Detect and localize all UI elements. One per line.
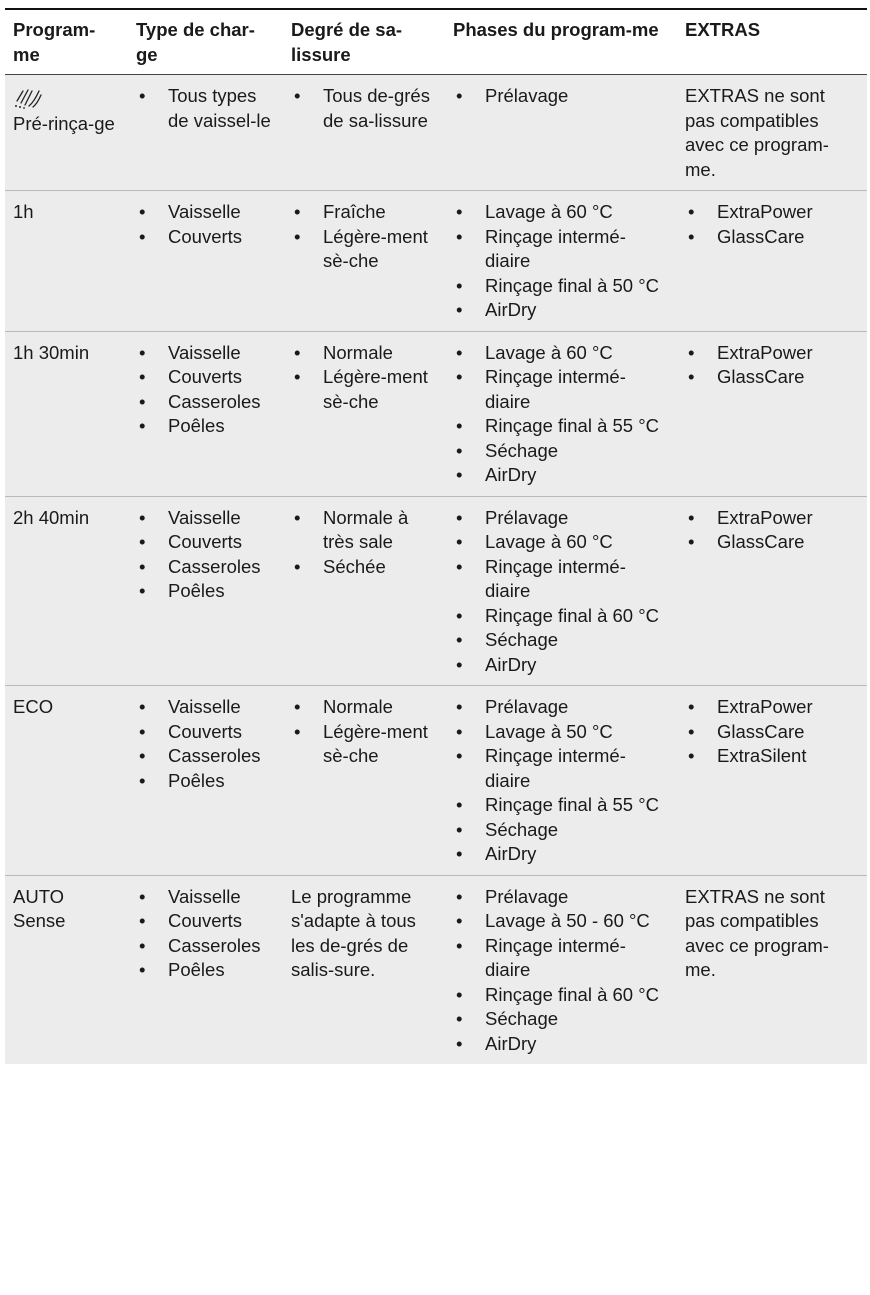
header-row bbox=[5, 9, 867, 75]
pre-rinse-icon bbox=[13, 85, 120, 112]
soil-level-cell-list bbox=[291, 506, 437, 580]
list-item: • Séchage bbox=[453, 628, 669, 653]
list-item: • ExtraPower bbox=[685, 506, 859, 531]
load-type-cell-list bbox=[136, 200, 275, 249]
program-cell bbox=[5, 496, 128, 686]
program-name: Pré-rinça-ge bbox=[13, 113, 115, 134]
extras-cell bbox=[677, 331, 867, 496]
program-name: 2h 40min bbox=[13, 506, 90, 528]
program-name: 1h 30min bbox=[13, 341, 90, 363]
list-item: • Poêles bbox=[136, 769, 275, 794]
program-table bbox=[5, 8, 867, 1064]
extras-cell-text: EXTRAS ne sont pas compatibles avec ce program-me. bbox=[685, 885, 829, 980]
list-item: • ExtraSilent bbox=[685, 744, 859, 769]
table-row bbox=[5, 686, 867, 876]
load-type-cell-list bbox=[136, 84, 275, 133]
list-item: • GlassCare bbox=[685, 530, 859, 555]
phases-cell-list bbox=[453, 885, 669, 1057]
table-body bbox=[5, 75, 867, 1065]
program-cell bbox=[5, 875, 128, 1064]
load-type-cell bbox=[128, 331, 283, 496]
list-item: • Lavage à 60 °C bbox=[453, 530, 669, 555]
list-item: • AirDry bbox=[453, 1032, 669, 1057]
list-item: • Rinçage final à 55 °C bbox=[453, 414, 669, 439]
program-cell bbox=[5, 191, 128, 332]
phases-cell-list bbox=[453, 695, 669, 867]
soil-level-cell-list bbox=[291, 200, 437, 274]
list-item: • Légère-ment sè-che bbox=[291, 365, 437, 414]
list-item: • Séchée bbox=[291, 555, 437, 580]
soil-level-cell bbox=[283, 686, 445, 876]
list-item: • Prélavage bbox=[453, 84, 669, 109]
list-item: • Vaisselle bbox=[136, 885, 275, 910]
header-load-type: Type de char-ge bbox=[128, 9, 283, 75]
list-item: • Rinçage intermé-diaire bbox=[453, 225, 669, 274]
program-cell bbox=[5, 75, 128, 191]
list-item: • Prélavage bbox=[453, 885, 669, 910]
list-item: • Tous de-grés de sa-lissure bbox=[291, 84, 437, 133]
list-item: • Casseroles bbox=[136, 934, 275, 959]
list-item: • Rinçage final à 60 °C bbox=[453, 983, 669, 1008]
list-item: • Casseroles bbox=[136, 555, 275, 580]
extras-cell-list bbox=[685, 695, 859, 769]
soil-level-cell bbox=[283, 191, 445, 332]
soil-level-cell bbox=[283, 75, 445, 191]
list-item: • Légère-ment sè-che bbox=[291, 720, 437, 769]
pre-rinse-icon bbox=[13, 85, 43, 109]
list-item: • GlassCare bbox=[685, 225, 859, 250]
extras-cell-list bbox=[685, 506, 859, 555]
phases-cell-list bbox=[453, 84, 669, 109]
program-cell bbox=[5, 331, 128, 496]
list-item: • Lavage à 60 °C bbox=[453, 200, 669, 225]
header-program: Program-me bbox=[5, 9, 128, 75]
list-item: • ExtraPower bbox=[685, 341, 859, 366]
soil-level-cell-list bbox=[291, 341, 437, 415]
list-item: • Rinçage intermé-diaire bbox=[453, 555, 669, 604]
list-item: • Rinçage final à 50 °C bbox=[453, 274, 669, 299]
extras-cell-list bbox=[685, 200, 859, 249]
soil-level-cell bbox=[283, 496, 445, 686]
list-item: • Couverts bbox=[136, 530, 275, 555]
list-item: • Rinçage intermé-diaire bbox=[453, 934, 669, 983]
load-type-cell bbox=[128, 75, 283, 191]
soil-level-cell-text: Le programme s'adapte à tous les de-grés de salis-sure. bbox=[291, 885, 416, 980]
program-name: AUTO Sense bbox=[13, 885, 66, 931]
header-extras: EXTRAS bbox=[677, 9, 867, 75]
list-item: • Poêles bbox=[136, 958, 275, 983]
extras-cell bbox=[677, 191, 867, 332]
extras-cell bbox=[677, 875, 867, 1064]
soil-level-cell-list bbox=[291, 695, 437, 769]
list-item: • Prélavage bbox=[453, 506, 669, 531]
header-phases: Phases du program-me bbox=[445, 9, 677, 75]
list-item: • GlassCare bbox=[685, 720, 859, 745]
phases-cell bbox=[445, 331, 677, 496]
list-item: • AirDry bbox=[453, 298, 669, 323]
phases-cell-list bbox=[453, 200, 669, 323]
list-item: • Normale bbox=[291, 695, 437, 720]
list-item: • Vaisselle bbox=[136, 200, 275, 225]
extras-cell-text: EXTRAS ne sont pas compatibles avec ce program-me. bbox=[685, 85, 829, 180]
table-row bbox=[5, 875, 867, 1064]
load-type-cell-list bbox=[136, 341, 275, 439]
list-item: • AirDry bbox=[453, 653, 669, 678]
list-item: • Vaisselle bbox=[136, 506, 275, 531]
table-row bbox=[5, 75, 867, 191]
list-item: • Séchage bbox=[453, 439, 669, 464]
list-item: • Poêles bbox=[136, 414, 275, 439]
list-item: • Couverts bbox=[136, 365, 275, 390]
table-row bbox=[5, 191, 867, 332]
list-item: • Rinçage intermé-diaire bbox=[453, 365, 669, 414]
list-item: • GlassCare bbox=[685, 365, 859, 390]
program-name: ECO bbox=[13, 696, 54, 717]
list-item: • Casseroles bbox=[136, 744, 275, 769]
list-item: • Poêles bbox=[136, 579, 275, 604]
list-item: • Lavage à 50 °C bbox=[453, 720, 669, 745]
load-type-cell bbox=[128, 496, 283, 686]
load-type-cell bbox=[128, 191, 283, 332]
extras-cell bbox=[677, 496, 867, 686]
list-item: • Rinçage final à 60 °C bbox=[453, 604, 669, 629]
table-header bbox=[5, 9, 867, 75]
list-item: • Tous types de vaissel-le bbox=[136, 84, 275, 133]
list-item: • AirDry bbox=[453, 463, 669, 488]
program-name: 1h bbox=[13, 201, 34, 222]
phases-cell bbox=[445, 686, 677, 876]
load-type-cell-list bbox=[136, 695, 275, 793]
phases-cell-list bbox=[453, 341, 669, 488]
list-item: • Séchage bbox=[453, 818, 669, 843]
load-type-cell bbox=[128, 686, 283, 876]
list-item: • ExtraPower bbox=[685, 200, 859, 225]
soil-level-cell bbox=[283, 331, 445, 496]
list-item: • Normale bbox=[291, 341, 437, 366]
list-item: • Casseroles bbox=[136, 390, 275, 415]
extras-cell bbox=[677, 75, 867, 191]
phases-cell-list bbox=[453, 506, 669, 678]
phases-cell bbox=[445, 75, 677, 191]
list-item: • Fraîche bbox=[291, 200, 437, 225]
phases-cell bbox=[445, 191, 677, 332]
list-item: • Normale à très sale bbox=[291, 506, 437, 555]
list-item: • Couverts bbox=[136, 225, 275, 250]
list-item: • Lavage à 60 °C bbox=[453, 341, 669, 366]
list-item: • Lavage à 50 - 60 °C bbox=[453, 909, 669, 934]
load-type-cell bbox=[128, 875, 283, 1064]
header-soil-level: Degré de sa-lissure bbox=[283, 9, 445, 75]
list-item: • Séchage bbox=[453, 1007, 669, 1032]
list-item: • Vaisselle bbox=[136, 341, 275, 366]
extras-cell bbox=[677, 686, 867, 876]
list-item: • Couverts bbox=[136, 720, 275, 745]
list-item: • Prélavage bbox=[453, 695, 669, 720]
list-item: • Rinçage intermé-diaire bbox=[453, 744, 669, 793]
phases-cell bbox=[445, 875, 677, 1064]
list-item: • ExtraPower bbox=[685, 695, 859, 720]
list-item: • Rinçage final à 55 °C bbox=[453, 793, 669, 818]
load-type-cell-list bbox=[136, 885, 275, 983]
extras-cell-list bbox=[685, 341, 859, 390]
program-cell bbox=[5, 686, 128, 876]
list-item: • Légère-ment sè-che bbox=[291, 225, 437, 274]
list-item: • AirDry bbox=[453, 842, 669, 867]
list-item: • Vaisselle bbox=[136, 695, 275, 720]
table-row bbox=[5, 496, 867, 686]
soil-level-cell bbox=[283, 875, 445, 1064]
load-type-cell-list bbox=[136, 506, 275, 604]
soil-level-cell-list bbox=[291, 84, 437, 133]
phases-cell bbox=[445, 496, 677, 686]
list-item: • Couverts bbox=[136, 909, 275, 934]
table-row bbox=[5, 331, 867, 496]
